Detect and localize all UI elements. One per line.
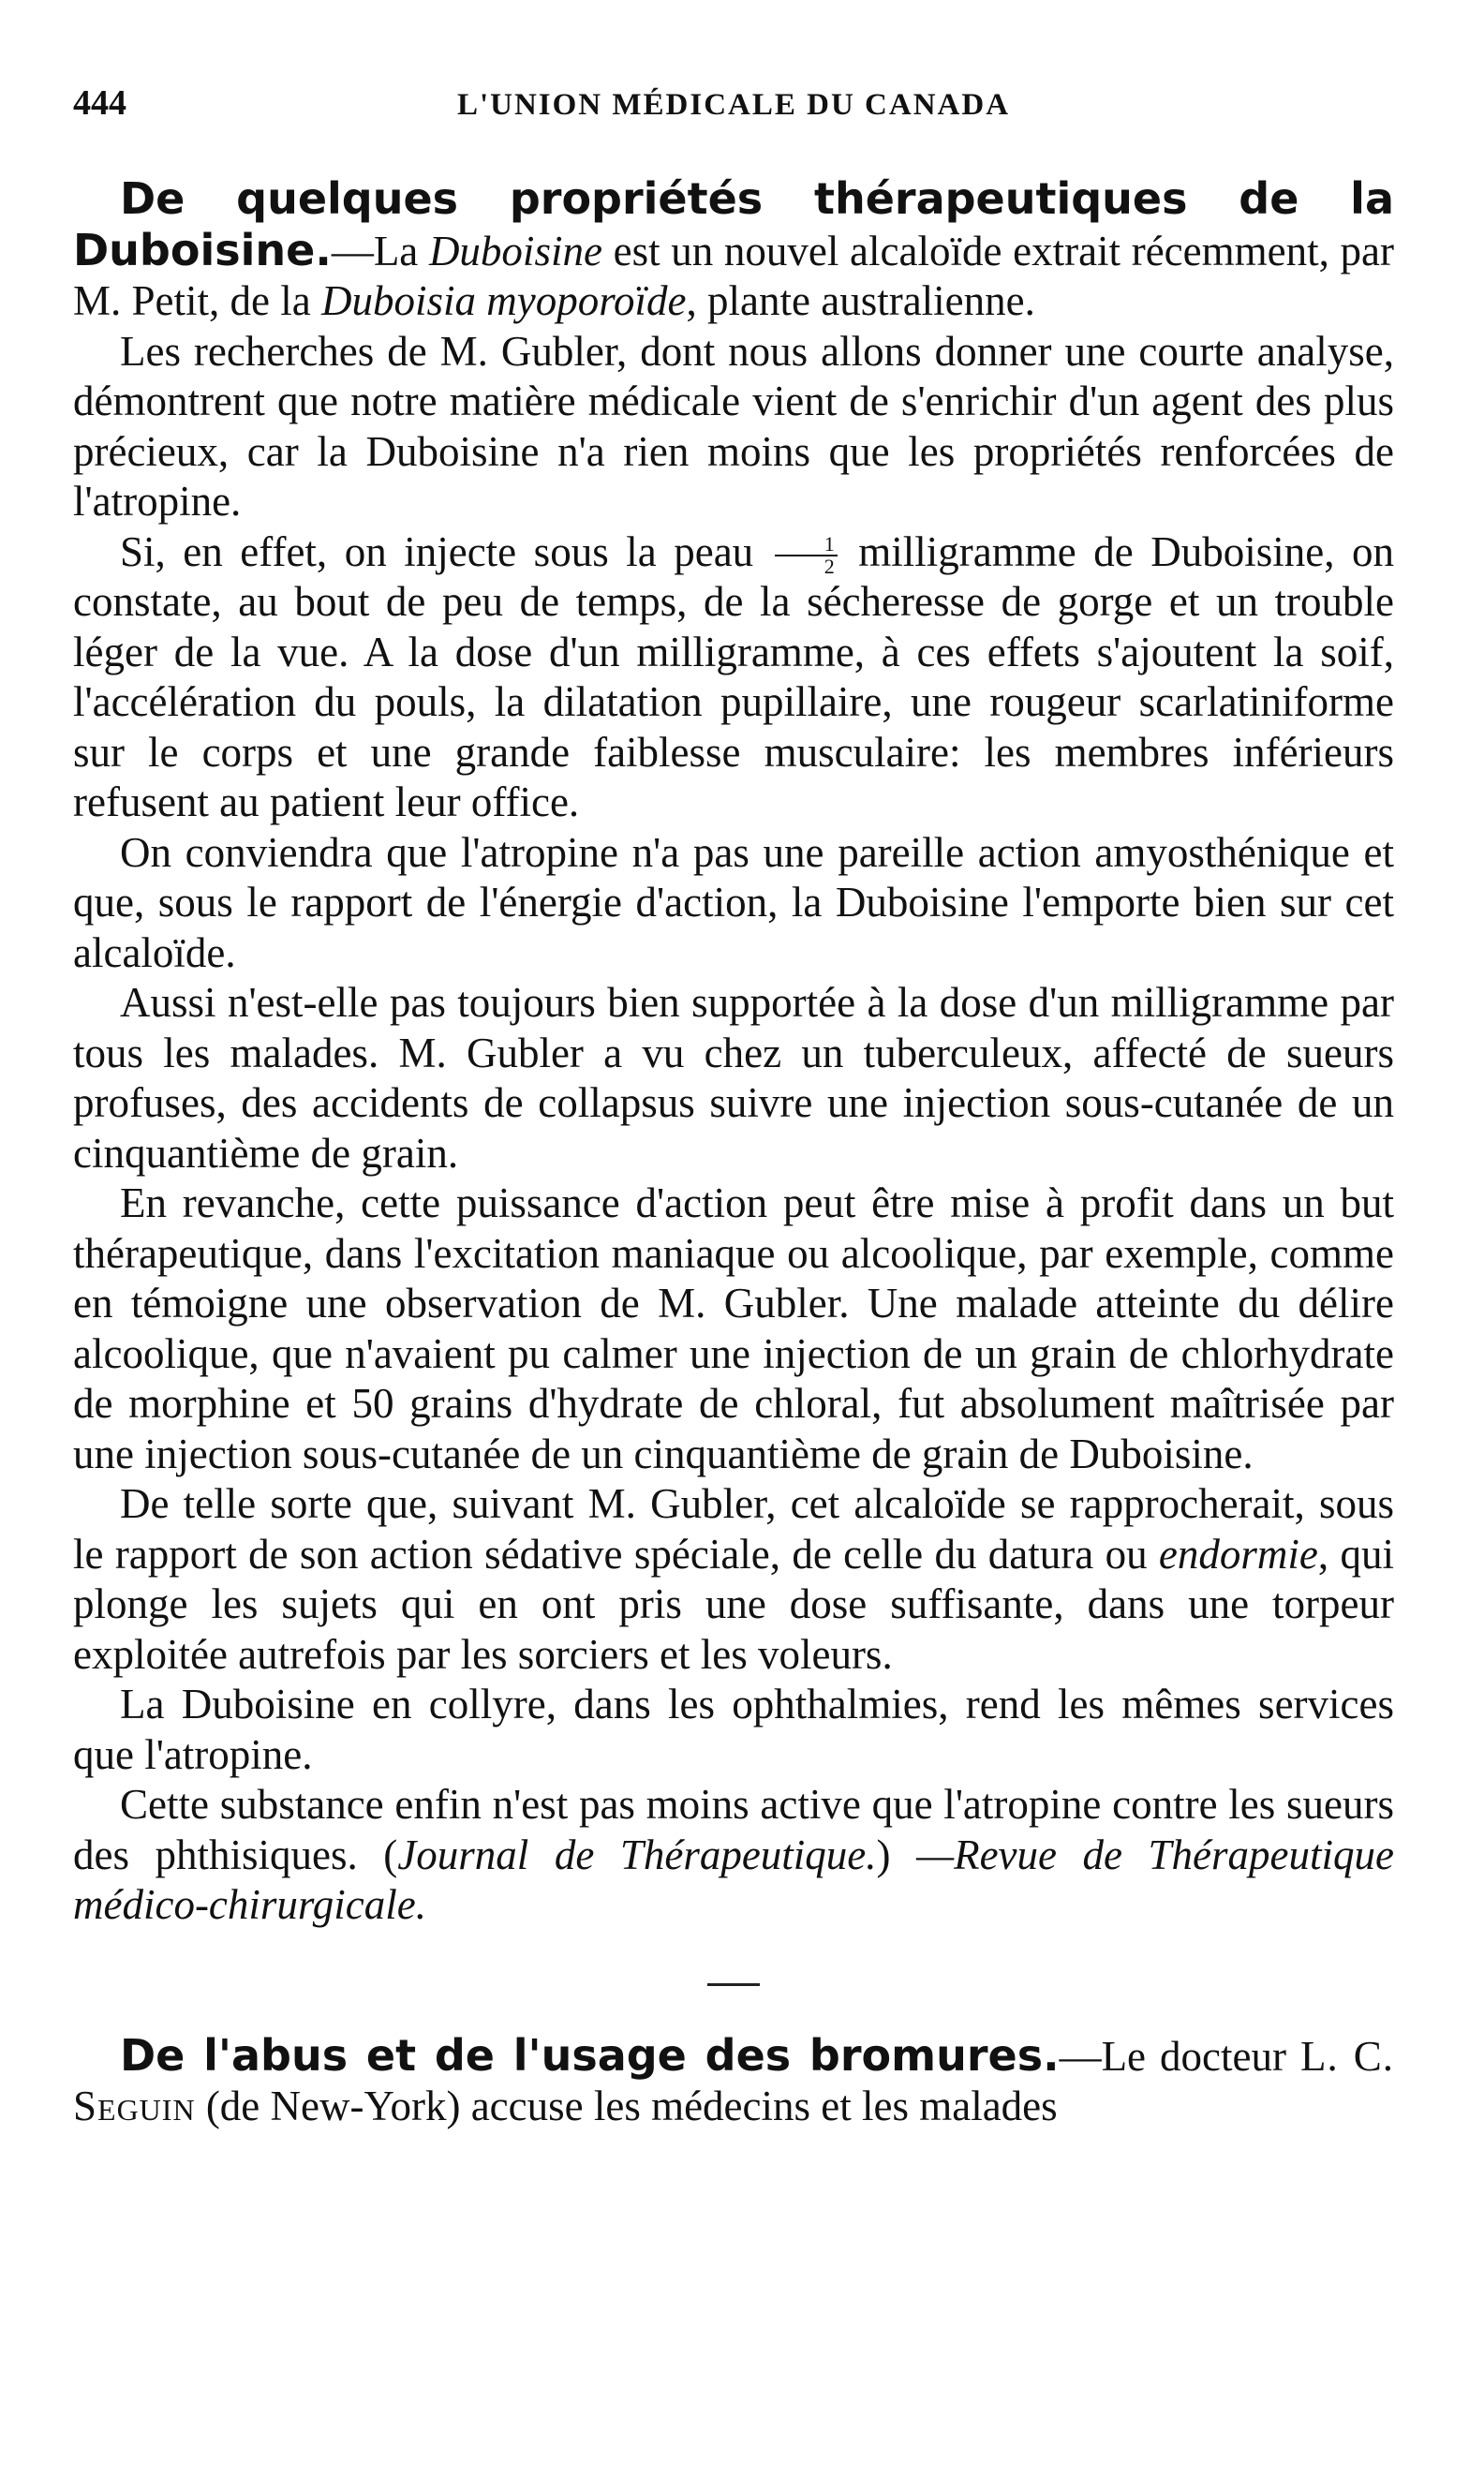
- article-bromures: [73, 2031, 1394, 2132]
- article-1-title: De quelques propriétés thérapeutiques de la Duboisine.: [73, 173, 1394, 275]
- article-1-lead-text-1: est un nouvel alcaloïde extrait récemment, par M. Petit, de la: [73, 227, 1394, 324]
- article-1-paragraph-5: Aussi n'est-elle pas toujours bien supportée à la dose d'un milligramme par tous les malades. M. Gubler a vu chez un tuberculeux, affecté de sueurs profuses, des accidents de collapsus suivre une injection sous-cutanée de un cinquantième de grain.: [73, 979, 1394, 1177]
- article-1-lead-text-2: , plante australienne.: [686, 277, 1035, 324]
- article-1-paragraph-9: [73, 1780, 1394, 1931]
- article-1-lead-italic-2: Duboisia myoporoïde: [320, 277, 687, 324]
- document-page: [73, 82, 1394, 2132]
- article-1-lead-italic-1: Duboisine: [428, 227, 602, 274]
- article-1-p3-after: milligramme de Duboisine, on constate, au bout de peu de temps, de la sécheresse de gorge et un trouble léger de la vue. A la dose d'un milligramme, à ces effets s'ajoutent la soif, l'accélération du pouls, la dilatation pupillaire, une rougeur scarlatiniforme sur le corps et une grande faiblesse musculaire: les membres inférieurs refusent au patient leur office.: [73, 527, 1394, 826]
- article-1-p7-text-1: De telle sorte que, suivant M. Gubler, cet alcaloïde se rapprocherait, sous le rapport de son action sédative spéciale, de celle du datura ou: [73, 1480, 1394, 1578]
- article-1-paragraph-7: [73, 1479, 1394, 1680]
- article-1-lead-dash: —La: [331, 227, 429, 274]
- article-1-paragraph-3: [73, 527, 1394, 828]
- journal-citation: Journal de Thérapeutique.: [397, 1831, 877, 1878]
- running-head: [73, 82, 1394, 139]
- fraction-denominator: 2: [824, 555, 835, 579]
- fraction-numerator: 1: [775, 534, 838, 556]
- page-number: 444: [73, 83, 126, 123]
- article-duboisine: [73, 174, 1394, 1931]
- article-2-author: L. C. Seguin: [73, 2032, 1394, 2130]
- article-2-lead-text-2: (de New-York) accuse les médecins et les malades: [195, 2083, 1058, 2130]
- article-1-p9-text: Cette substance enfin n'est pas moins active que l'atropine contre les sueurs des phthisiques. (: [73, 1781, 1394, 1878]
- article-1-paragraph-2: Les recherches de M. Gubler, dont nous allons donner une courte analyse, démontrent que notre matière médicale vient de s'enrichir d'un agent des plus précieux, car la Duboisine n'a rien moins que les propriétés renforcées de l'atropine.: [73, 327, 1394, 525]
- article-1-lead-paragraph: [73, 174, 1394, 327]
- article-1-paragraph-4: On conviendra que l'atropine n'a pas une pareille action amyosthénique et que, sous le rapport de l'énergie d'action, la Duboisine l'emporte bien sur cet alcaloïde.: [73, 828, 1394, 976]
- one-half-fraction: [775, 534, 838, 577]
- article-1-paragraph-8: La Duboisine en collyre, dans les ophthalmies, rend les mêmes services que l'atropine.: [73, 1681, 1394, 1778]
- article-1-p7-italic: endormie: [1158, 1530, 1318, 1578]
- article-1-p3-before: Si, en effet, on injecte sous la peau: [120, 527, 754, 575]
- article-1-p9-text-2: ): [876, 1831, 891, 1878]
- article-2-lead-text-1: —Le docteur: [1059, 2032, 1300, 2080]
- section-divider: [707, 1983, 760, 1986]
- revue-citation: —Revue de Thérapeutique médico-chirurgicale.: [73, 1831, 1394, 1929]
- article-1-paragraph-6: En revanche, cette puissance d'action peut être mise à profit dans un but thérapeutique, dans l'excitation maniaque ou alcoolique, par exemple, comme en témoigne une observation de M. Gubler. Une malade atteinte du délire alcoolique, que n'avaient pu calmer une injection de un grain de chlorhydrate de morphine et 50 grains d'hydrate de chloral, fut absolument maîtrisée par une injection sous-cutanée de un cinquantième de grain de Duboisine.: [73, 1179, 1394, 1477]
- article-2-lead-paragraph: [73, 2031, 1394, 2132]
- article-1-p7-text-2: , qui plonge les sujets qui en ont pris une dose suffisante, dans une torpeur exploitée autrefois par les sorciers et les voleurs.: [73, 1530, 1394, 1678]
- journal-title: L'UNION MÉDICALE DU CANADA: [456, 88, 1011, 122]
- article-2-title: De l'abus et de l'usage des bromures.: [120, 2029, 1060, 2081]
